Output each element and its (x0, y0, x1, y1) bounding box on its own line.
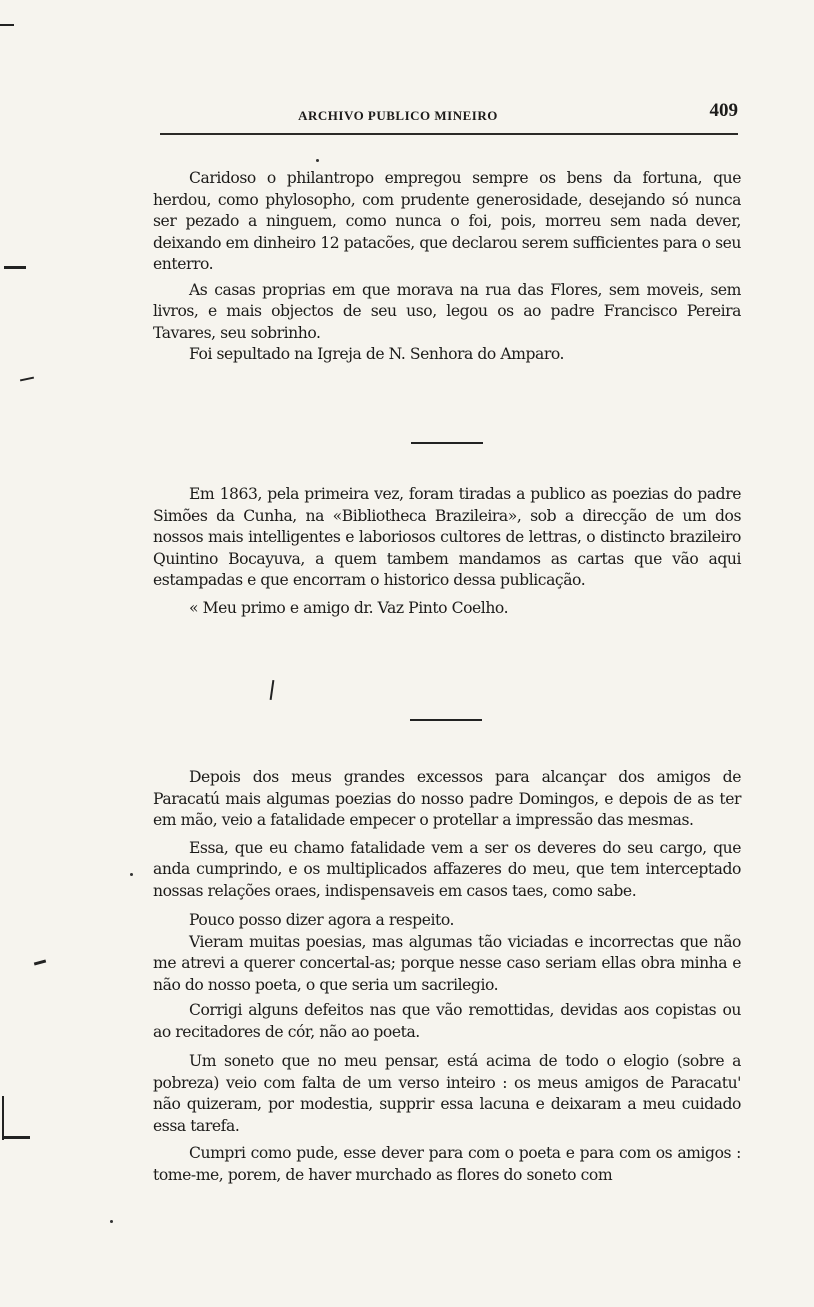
section-divider (410, 719, 482, 721)
paragraph: Foi sepultado na Igreja de N. Senhora do Amparo. (189, 345, 565, 363)
paragraph: Vieram muitas poesias, mas algumas tão viciadas e incorrectas que não me atrevi a querer concertal-as; porque nesse caso seriam ellas obra minha e não do nosso poeta, o que seria um sacrilegio. (153, 932, 741, 994)
section-biography (153, 168, 741, 366)
paragraph: Essa, que eu chamo fatalidade vem a ser os deveres do seu cargo, que anda cumprindo, e os multiplicados affazeres do meu, que tem interceptado nossas relações oraes, indispensaveis em casos taes, como sabe. (153, 838, 741, 900)
scan-edge-mark (20, 377, 34, 382)
running-head (160, 102, 740, 132)
scan-edge-mark (34, 959, 46, 965)
paragraph: Corrigi alguns defeitos nas que vão remottidas, devidas aos copistas ou ao recitadores de cór, não ao poeta. (153, 1001, 741, 1041)
paragraph: Em 1863, pela primeira vez, foram tiradas a publico as poezias do padre Simões da Cunha, na «Bibliotheca Brazileira», sob a direcção de um dos nossos mais intelligentes e laboriosos cultores de lettras, o distincto brazileiro Quintino Bocayuva, a quem tambem mandamos as cartas que vão aqui estampadas e que encorram o historico dessa publicação. (153, 485, 741, 589)
scan-edge-mark (4, 266, 26, 269)
scan-dot (110, 1220, 113, 1223)
paragraph: As casas proprias em que morava na rua das Flores, sem moveis, sem livros, e mais objectos de seu uso, legou os ao padre Francisco Pereira Tavares, seu sobrinho. (153, 280, 741, 342)
scan-edge-mark (2, 1096, 4, 1140)
paragraph: Depois dos meus grandes excessos para alcançar dos amigos de Paracatú mais algumas poezias do nosso padre Domingos, e depois de as ter em mão, veio a fatalidade empecer o protellar a impressão das mesmas. (153, 768, 741, 829)
paragraph: Um soneto que no meu pensar, está acima de todo o elogio (sobre a pobreza) veio com falta de um verso inteiro : os meus amigos de Paracatu' não quizeram, por modestia, supprir essa lacuna e deixaram a meu cuidado essa tarefa. (153, 1052, 741, 1135)
scan-dot (316, 159, 319, 162)
running-head-title: ARCHIVO PUBLICO MINEIRO (298, 108, 498, 123)
section-divider (411, 442, 483, 444)
section-publication (153, 484, 741, 619)
scan-edge-mark (0, 24, 14, 26)
scan-edge-mark (4, 1136, 30, 1139)
section-letter (153, 767, 741, 1186)
page-number: 409 (709, 100, 738, 121)
paragraph: Caridoso o philantropo empregou sempre os bens da fortuna, que herdou, como phylosopho, com prudente generosidade, desejando só nunca ser pezado a ninguem, como nunca o foi, pois, morreu sem nada dever, deixando em dinheiro 12 patacões, que declarou serem sufficientes para o seu enterro. (153, 169, 741, 273)
scan-mark (270, 680, 275, 700)
scan-dot (130, 873, 133, 876)
letter-salutation: « Meu primo e amigo dr. Vaz Pinto Coelho. (189, 598, 509, 617)
paragraph: Pouco posso dizer agora a respeito. (189, 911, 455, 929)
header-rule (160, 133, 738, 135)
paragraph: Cumpri como pude, esse dever para com o poeta e para com os amigos : tome-me, porem, de haver murchado as flores do soneto com (153, 1144, 741, 1184)
